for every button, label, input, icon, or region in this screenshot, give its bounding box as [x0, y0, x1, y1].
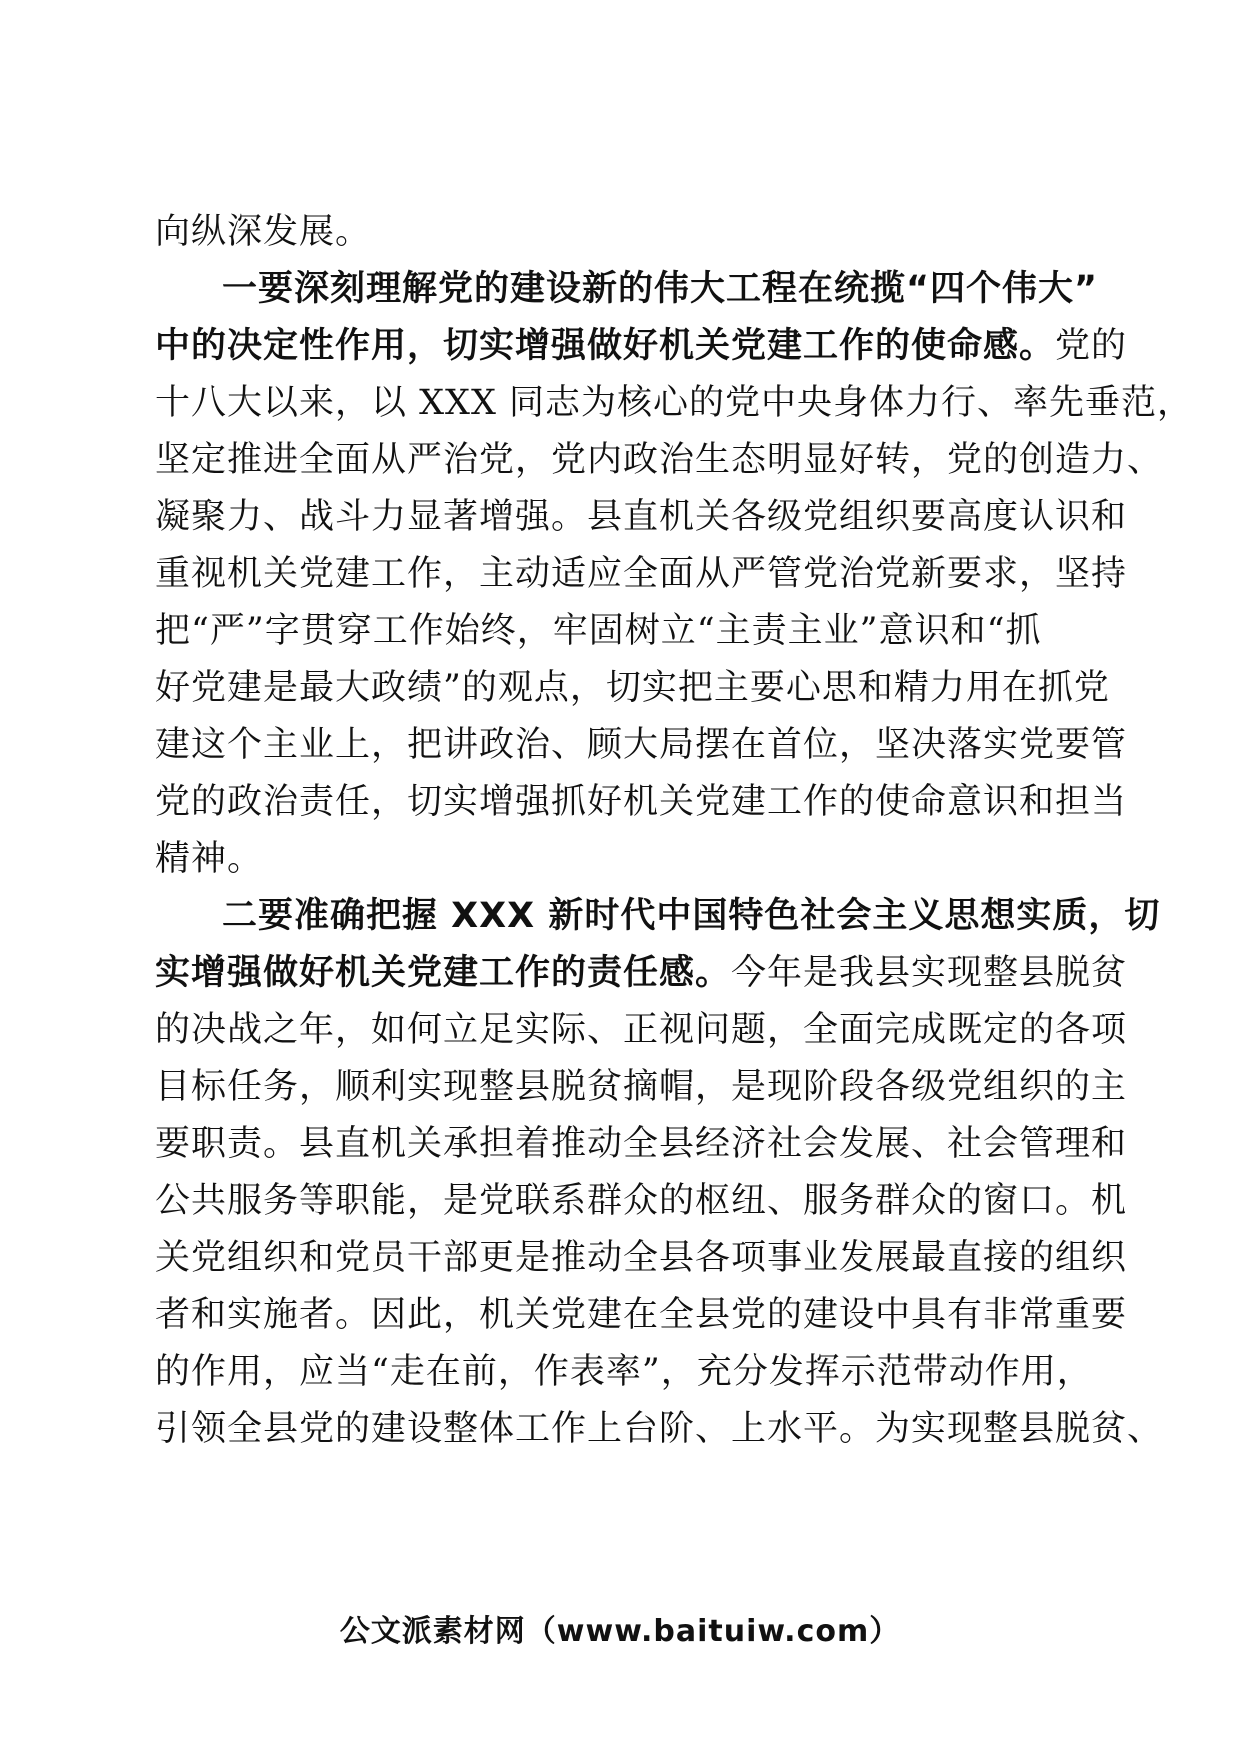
line-text: 向纵深发展。 [155, 212, 372, 252]
body-line [155, 839, 1095, 879]
heading-line [222, 896, 1162, 936]
line-text: 的决战之年，如何立足实际、正视问题，全面完成既定的各项 [155, 1010, 1128, 1050]
line-text: 建这个主业上，把讲政治、顾大局摆在首位，坚决落实党要管 [155, 725, 1128, 765]
line-text: 要职责。县直机关承担着推动全县经济社会发展、社会管理和 [155, 1124, 1128, 1164]
body-line [155, 1295, 1128, 1335]
body-line [155, 782, 1128, 822]
body-line [155, 1181, 1128, 1221]
line-text: 十八大以来，以 XXX 同志为核心的党中央身体力行、率先垂范， [155, 383, 1194, 423]
line-text: 目标任务，顺利实现整县脱贫摘帽，是现阶段各级党组织的主 [155, 1067, 1128, 1107]
bold-heading-text: 二要准确把握 XXX 新时代中国特色社会主义思想实质，切 [222, 896, 1161, 936]
line-text: 精神。 [155, 839, 264, 879]
body-line [155, 1124, 1128, 1164]
heading-line [222, 269, 1162, 309]
body-line [155, 611, 1095, 651]
line-text: 重视机关党建工作，主动适应全面从严管党治党新要求，坚持 [155, 554, 1128, 594]
body-line [155, 1067, 1128, 1107]
body-line [155, 668, 1110, 708]
page-footer: 公文派素材网（www.baituiw.com） [339, 1614, 901, 1649]
body-line [155, 497, 1128, 537]
bold-heading-text: 实增强做好机关党建工作的责任感。 [155, 953, 732, 993]
line-text: 坚定推进全面从严治党，党内政治生态明显好转，党的创造力、 [155, 440, 1164, 480]
body-line [155, 1010, 1128, 1050]
heading-line [155, 953, 1128, 993]
line-text: 引领全县党的建设整体工作上台阶、上水平。为实现整县脱贫、 [155, 1409, 1164, 1449]
line-text: 党的 [1055, 326, 1128, 366]
body-line [155, 1238, 1128, 1278]
heading-line [155, 326, 1128, 366]
body-line [155, 554, 1128, 594]
body-line [155, 725, 1128, 765]
body-line [155, 212, 1095, 252]
bold-heading-text: 一要深刻理解党的建设新的伟大工程在统揽“四个伟大” [222, 269, 1099, 309]
line-text: 者和实施者。因此，机关党建在全县党的建设中具有非常重要 [155, 1295, 1128, 1335]
line-text: 党的政治责任，切实增强抓好机关党建工作的使命意识和担当 [155, 782, 1128, 822]
bold-heading-text: 中的决定性作用，切实增强做好机关党建工作的使命感。 [155, 326, 1056, 366]
line-text: 凝聚力、战斗力显著增强。县直机关各级党组织要高度认识和 [155, 497, 1128, 537]
body-line [155, 1352, 1095, 1392]
line-text: 把“严”字贯穿工作始终，牢固树立“主责主业”意识和“抓 [155, 611, 1042, 651]
line-text: 的作用，应当“走在前，作表率”，充分发挥示范带动作用， [155, 1352, 1093, 1392]
line-text: 好党建是最大政绩”的观点，切实把主要心思和精力用在抓党 [155, 668, 1110, 708]
body-line [155, 383, 1194, 423]
body-line [155, 440, 1164, 480]
line-text: 今年是我县实现整县脱贫 [731, 953, 1128, 993]
line-text: 公共服务等职能，是党联系群众的枢纽、服务群众的窗口。机 [155, 1181, 1128, 1221]
line-text: 关党组织和党员干部更是推动全县各项事业发展最直接的组织 [155, 1238, 1128, 1278]
body-line [155, 1409, 1164, 1449]
